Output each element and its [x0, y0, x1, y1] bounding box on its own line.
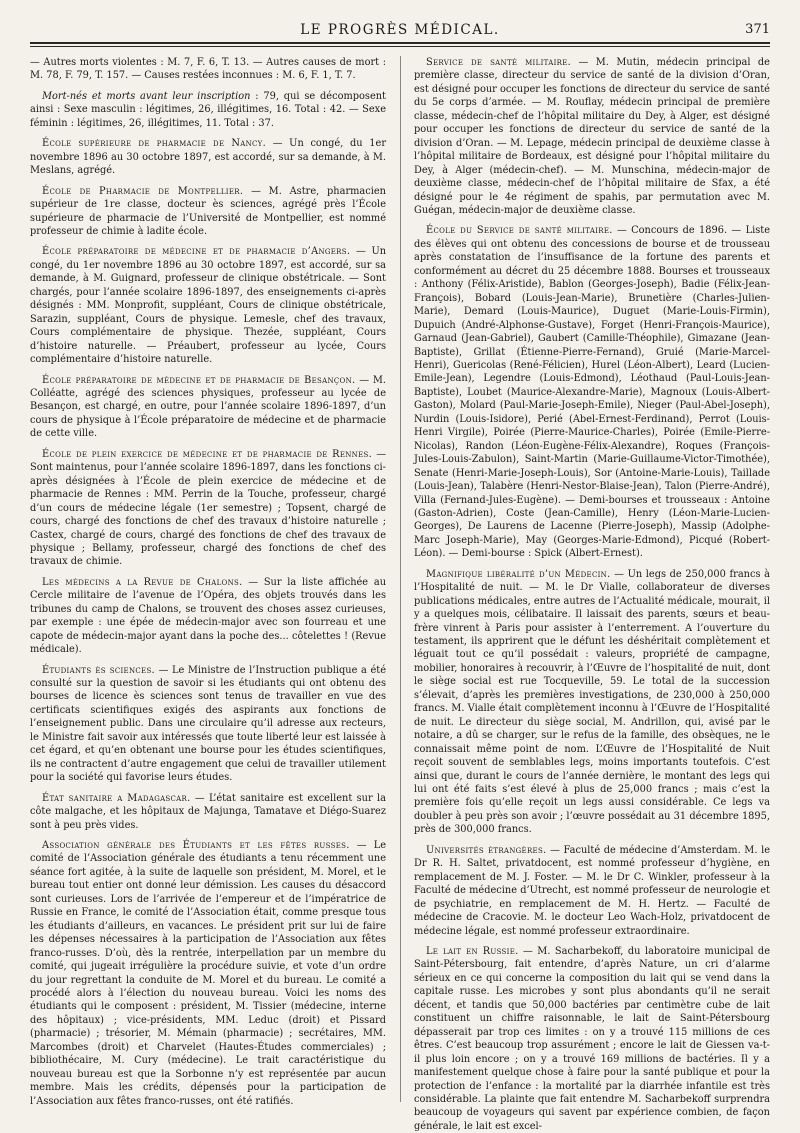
paragraph-sante-militaire: Service de santé militaire. — M. Mutin, médecin principal de première classe, directeur du service de santé de la division d’Oran, est désigné pour occuper les fonctions de directeur du service de santé du 5e corps d’armée. — M. Rouflay, médecin principal de première classe, médecin-chef de l’hôpital militaire du Dey, à Alger, est désigné pour occuper les fonctions de directeur du service de santé de la division d’Oran. — M. Lepage, médecin principal de deuxième classe à l’hôpital militaire de Bordeaux, est désigné pour l’hôpital militaire du Dey, à Alger (médecin-chef). — M. Munschina, médecin-major de deuxième classe, médecin-chef de l’hôpital militaire de Sfax, a été désigné pour le 4e régiment de spahis, par permutation avec M. Guégan, médecin-major de deuxième classe.: [414, 57, 770, 216]
paragraph-association-etudiants: Association générale des Étudiants et les fêtes russes. — Le comité de l’Association générale des étudiants a tenu récemment une séance fort agitée, à la suite de laquelle son président, M. Morel, et le bureau tout entier ont donné leur démission. Les causes du désaccord sont curieuses. Lors de l’arrivée de l’empereur et de l’impératrice de Russie en France, le comité de l’Association était, comme presque tous les étudiants d’ailleurs, en vacances. Le président prit sur lui de faire les dépenses nécessaires à la participation de l’Association aux fêtes franco-russes. D’où, dès la rentrée, interpellation par un membre du comité, qui jugeait irrégulière la procédure suivie, et vote d’un ordre du jour regrettant la conduite de M. Morel et du bureau. Le comité a procédé alors à l’élection du nouveau bureau. Voici les noms des étudiants qui le composent : président, M. Tissier (médecine, interne des hôpitaux) ; vice-présidents, MM. Leduc (droit) et Pissard (pharmacie) ; trésorier, M. Mémain (pharmacie) ; secrétaires, MM. Marcombes (droit) et Charvelet (Hautes-Études commerciales) ; bibliothécaire, M. Cury (médecine). Le trait caractéristique du nouveau bureau est que la Sorbonne n’y est représentée par aucun membre. Mais les crédits, dépensés pour la participation de l’Association aux fêtes franco-russes, ont été ratifiés.: [30, 840, 386, 1107]
column-divider: [400, 56, 401, 1102]
paragraph-etudiants-sciences: Étudiants ès sciences. — Le Ministre de l’Instruction publique a été consulté sur la question de savoir si les étudiants qui ont obtenu des bourses de licence ès sciences sont tenus de travailler en vue des certificats scientifiques exigés des aspirants aux fonctions de l’enseignement public. Dans une circulaire qu’il adresse aux recteurs, le Ministre fait savoir aux intéressés que toute liberté leur est laissée à cet égard, et qu’en obtenant une bourse pour les études scientifiques, ils ne contractent d’autre engagement que celui de travailler utilement pour la société qui favorise leurs études.: [30, 664, 386, 784]
paragraph-pharmacie-nancy: École supérieure de pharmacie de Nancy. — Un congé, du 1er novembre 1896 au 30 octobre 1897, est accordé, sur sa demande, à M. Meslans, agrégé.: [30, 138, 386, 177]
paragraph-morts-violentes: — Autres morts violentes : M. 7, F. 6, T. 13. — Autres causes de mort : M. 78, F. 79, T. 157. — Causes restées inconnues : M. 6, F. 1, T. 7.: [30, 57, 386, 82]
journal-title: LE PROGRÈS MÉDICAL.: [300, 22, 500, 38]
paragraph-universites-etrangeres: Universités étrangères. — Faculté de médecine d’Amsterdam. M. le Dr R. H. Saltet, privatdocent, est nommé professeur d’hygiène, en remplacement de M. J. Foster. — M. le Dr C. Winkler, professeur à la Faculté de médecine d’Utrecht, est nommé professeur de neurologie et de psychiatrie, en remplacement de M. H. Hertz. — Faculté de médecine de Cracovie. M. le docteur Leo Wach-Holz, privatdocent de médecine légale, est nommé professeur extraordinaire.: [414, 844, 770, 937]
paragraph-revue-chalons: Les médecins a la Revue de Chalons. — Sur la liste affichée au Cercle militaire de l’avenue de l’Opéra, des objets trouvés dans les tribunes du camp de Chalons, se trouvent des choses assez curieuses, par exemple : une épée de médecin-major avec son fourreau et une capote de médecin-major ayant dans la poche des... côtelettes ! (Revue médicale).: [30, 576, 387, 656]
paragraph-ecole-besancon: École préparatoire de médecine et de pharmacie de Besançon. — M. Colléatte, agrégé des sciences physiques, professeur au lycée de Besançon, est chargé, en outre, pour l’année scolaire 1896-1897, d’un cours de physique à l’École préparatoire de médecine et de pharmacie de cette ville.: [30, 374, 387, 440]
left-column: [30, 56, 387, 1107]
paragraph-pharmacie-montpellier: École de Pharmacie de Montpellier. — M. Astre, pharmacien supérieur de 1re classe, docteur ès sciences, agrégé près l’École supérieure de pharmacie de l’Université de Montpellier, est nommé professeur de chimie à ladite école.: [30, 185, 386, 237]
paragraph-ecole-sante-militaire: École du Service de santé militaire. — Concours de 1896. — Liste des élèves qui ont obtenu des concessions de bourse et de trousseau après constatation de l’insuffisance de la fortune des parents et conformément au décret du 25 décembre 1888. Bourses et trousseaux : Anthony (Félix-Aristide), Bablon (Georges-Joseph), Badie (Félix-Jean-François), Bobard (Louis-Jean-Marie), Brunetière (Charles-Julien-Marie), Demard (Louis-Maurice), Duguet (Marie-Louis-Firmin), Dupuich (André-Alphonse-Gustave), Forget (Henri-François-Maurice), Garnaud (Jean-Gabriel), Gaubert (Camille-Théophile), Gimazane (Jean-Baptiste), Grillat (Étienne-Pierre-Fernand), Gruié (Marie-Marcel-Henri), Guericolas (René-Félicien), Hurel (Léon-Albert), Leard (Lucien-Emile-Jean), Legendre (Louis-Edmond), Léothaud (Paul-Louis-Jean-Baptiste), Loubet (Maurice-Alexandre-Marie), Magnoux (Louis-Albert-Gaston), Molard (Paul-Marie-Joseph-Emile), Nieger (Paul-Abel-Joseph), Nurdin (Louis-Isidore), Perié (Abel-Ernest-Ferdinand), Perrot (Louis-Henri Virgile), Poirée (Pierre-Maurice-Charles), Poirée (Emile-Pierre-Nicolas), Randon (Léon-Eugène-Félix-Alexandre), Roques (François-Jules-Louis-Zabulon), Saint-Martin (Marie-Guillaume-Victor-Timothée), Senate (Henri-Marie-Joseph-Louis), Sor (Antoine-Marie-Louis), Taillade (Louis-Jean), Talabère (Henri-Nestor-Blaise-Jean), Talon (Pierre-André), Villa (Fernand-Jules-Eugène). — Demi-bourses et trousseaux : Antoine (Gaston-Adrien), Coste (Jean-Camille), Henry (Léon-Marie-Lucien-Georges), De Laurens de Lacenne (Pierre-Joseph), Massip (Adolphe-Marc Joseph-Marie), May (Georges-Marie-Edmond), Picqué (Robert-Léon). — Demi-bourse : Spick (Albert-Ernest).: [414, 225, 770, 560]
paragraph-ecole-angers: École préparatoire de médecine et de pharmacie d’Angers. — Un congé, du 1er novembre 1896 au 30 octobre 1897, est accordé, sur sa demande, à M. Guignard, professeur de clinique obstétricale. — Sont chargés, pour l’année scolaire 1896-1897, des enseignements ci-après désignés : MM. Monprofit, suppléant, Cours de clinique obstétricale, Sarazin, suppléant, Cours de physique. Lemesle, chef des travaux, Cours complémentaire de physique. Thezée, suppléant, Cours d’histoire naturelle. — Préaubert, professeur au lycée, Cours complémentaire d’histoire naturelle.: [30, 246, 387, 366]
paragraph-madagascar: État sanitaire a Madagascar. — L’état sanitaire est excellent sur la côte malgache, et les hôpitaux de Majunga, Tamatave et Diégo-Suarez sont à peu près vides.: [30, 792, 386, 831]
paragraph-lait-russie: Le lait en Russie. — M. Sacharbekoff, du laboratoire municipal de Saint-Pétersbourg, fait entendre, d’après Nature, un cri d’alarme sérieux en ce qui concerne la composition du lait qui se vend dans la capitale russe. Les microbes y sont plus abondants qu’il ne serait décent, et tandis que 50,000 bactéries par centimètre cube de lait constituent un chiffre raisonnable, le lait de Saint-Pétersbourg dépasserait par trop ces limites : on y a trouvé 115 millions de ces êtres. C’est beaucoup trop assurément ; encore le lait de Giessen va-t-il plus loin encore ; on y a trouvé 169 millions de bactéries. Il y a manifestement quelque chose à faire pour la santé publique et pour la protection de l’enfance : la mortalité par la diarrhée infantile est très considérable. La plainte que fait entendre M. Sacharbekoff surprendra beaucoup de voyageurs qui savent par expérience combien, de façon générale, le lait est excel-: [414, 946, 770, 1132]
right-column: [414, 56, 770, 1132]
paragraph-liberalite-medecin: Magnifique libéralité d’un Médecin. — Un legs de 250,000 francs à l’Hospitalité de nuit. — M. le Dr Vialle, collaborateur de diverses publications médicales, entre autres de l’Actualité médicale, mourait, il y a quelques mois, célibataire. Il laissait des parents, sœurs et beau-frère vinrent à Paris pour assister à l’enterrement. A l’ouverture du testament, ils apprirent que le défunt les déshéritait complètement et léguait tout ce qu’il possédait : valeurs, propriété de campagne, mobilier, honoraires à recouvrir, à l’Œuvre de l’hospitalité de nuit, dont le siège social est rue Tocqueville, 59. Le total de la succession s’élevait, d’après les premières investigations, de 230,000 à 250,000 francs. M. Vialle était complètement inconnu à l’Œuvre de l’Hospitalité de nuit. Le directeur du siège social, M. Andrillon, qui, avisé par le notaire, a dû se charger, sur le refus de la famille, des obsèques, ne le connaissait même point de nom. L’Œuvre de l’Hospitalité de Nuit reçoit souvent de semblables legs, moins importants toutefois. C’est ainsi que, durant le cours de l’année dernière, le montant des legs qui lui ont été faits s’est élevé à plus de 25,000 francs ; mais c’est la première fois qu’elle reçoit un legs aussi considérable. Ce legs va doubler à peu près son avoir ; l’œuvre possédait au 31 décembre 1895, près de 300,000 francs.: [414, 568, 770, 836]
page-number: 371: [745, 22, 770, 37]
paragraph-ecole-rennes: École de plein exercice de médecine et de pharmacie de Rennes. — Sont maintenus, pour l’année scolaire 1896-1897, dans les fonctions ci-après désignées à l’École de plein exercice de médecine et de pharmacie de Rennes : MM. Perrin de la Touche, professeur, chargé d’un cours de médecine légale (1er semestre) ; Topsent, chargé de cours, chargé des fonctions de chef des travaux d’histoire naturelle ; Castex, chargé de cours, chargé des fonctions de chef des travaux de physique ; Bellamy, professeur, chargé des fonctions de chef des travaux de chimie.: [30, 448, 386, 568]
paragraph-mort-nes: Mort-nés et morts avant leur inscription : 79, qui se décomposent ainsi : Sexe masculin : légitimes, 26, illégitimes, 16. Total : 42. — Sexe féminin : légitimes, 26, illégitimes, 11. Total : 37.: [30, 90, 386, 129]
page-header: [30, 18, 770, 42]
header-rule-thin: [30, 46, 770, 47]
header-rule: [30, 42, 770, 44]
